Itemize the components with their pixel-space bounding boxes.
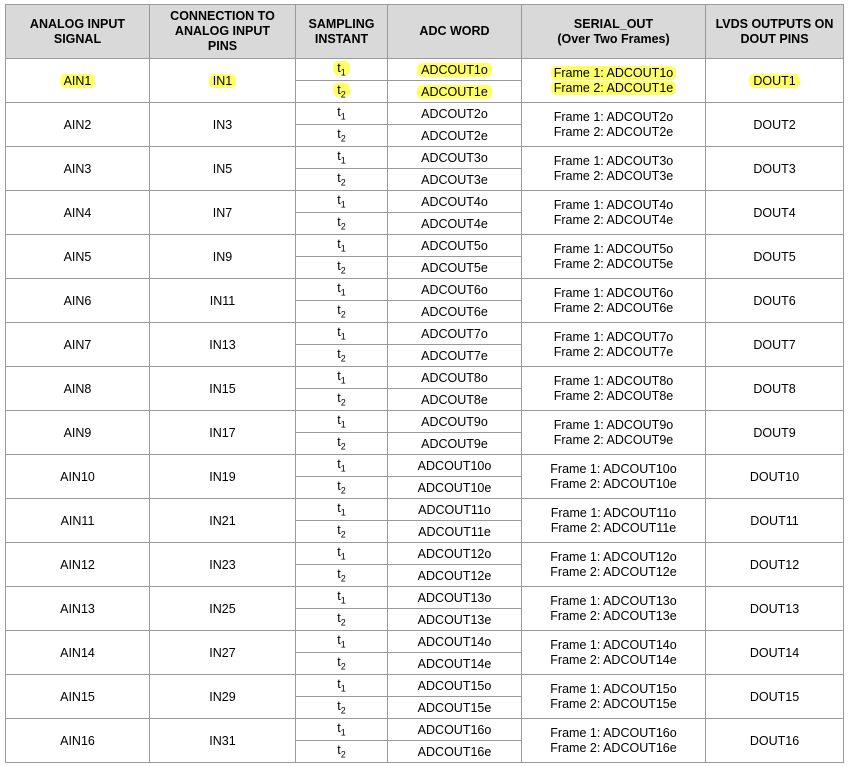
table-row <box>6 455 844 477</box>
sampling-instant-t1-cell: $t_1$ <box>296 411 388 433</box>
header-adc-word: ADC WORD <box>388 5 522 59</box>
sampling-instant-t1-cell: $t_1$ <box>296 719 388 741</box>
analog-input-signal-cell: AIN6 <box>6 279 150 323</box>
highlight-mark: IN1 <box>209 74 236 88</box>
lvds-output-cell: DOUT15 <box>706 675 844 719</box>
sampling-instant-t2-cell: $t_2$ <box>296 345 388 367</box>
table-row <box>6 103 844 125</box>
header-connection-to-pins: CONNECTION TO ANALOG INPUT PINS <box>150 5 296 59</box>
serial-out-cell: Frame 1: ADCOUT12o Frame 2: ADCOUT12e <box>522 543 706 587</box>
sampling-instant-t1-cell: $t_1$ <box>296 543 388 565</box>
table-row <box>6 367 844 389</box>
sampling-instant-t1-cell: $t_1$ <box>296 631 388 653</box>
sampling-instant-t2-cell <box>296 81 388 103</box>
adc-word-even-cell: ADCOUT2e <box>388 125 522 147</box>
sampling-instant-t1-cell: $t_1$ <box>296 455 388 477</box>
connection-pin-cell: IN7 <box>150 191 296 235</box>
sampling-instant-t1-cell: $t_1$ <box>296 103 388 125</box>
lvds-output-cell: DOUT16 <box>706 719 844 763</box>
analog-input-signal-cell <box>6 59 150 103</box>
adc-word-odd-cell: ADCOUT16o <box>388 719 522 741</box>
lvds-output-cell <box>706 59 844 103</box>
sampling-instant-t2-cell: $t_2$ <box>296 697 388 719</box>
connection-pin-cell: IN29 <box>150 675 296 719</box>
adc-word-odd-cell: ADCOUT10o <box>388 455 522 477</box>
sampling-instant-t1-cell: $t_1$ <box>296 367 388 389</box>
connection-pin-cell: IN9 <box>150 235 296 279</box>
serial-out-cell: Frame 1: ADCOUT2o Frame 2: ADCOUT2e <box>522 103 706 147</box>
analog-input-signal-cell: AIN4 <box>6 191 150 235</box>
serial-out-cell: Frame 1: ADCOUT16o Frame 2: ADCOUT16e <box>522 719 706 763</box>
highlight-mark: ADCOUT1o <box>417 63 492 77</box>
highlight-mark: $t_2$ <box>333 83 350 97</box>
sampling-instant-t1-cell: $t_1$ <box>296 235 388 257</box>
serial-out-cell: Frame 1: ADCOUT6o Frame 2: ADCOUT6e <box>522 279 706 323</box>
connection-pin-cell: IN15 <box>150 367 296 411</box>
sampling-instant-t1-cell: $t_1$ <box>296 675 388 697</box>
table-row <box>6 191 844 213</box>
table-row <box>6 719 844 741</box>
table-row <box>6 631 844 653</box>
connection-pin-cell: IN5 <box>150 147 296 191</box>
adc-word-even-cell: ADCOUT9e <box>388 433 522 455</box>
connection-pin-cell: IN31 <box>150 719 296 763</box>
serial-out-cell: Frame 1: ADCOUT3o Frame 2: ADCOUT3e <box>522 147 706 191</box>
serial-out-cell: Frame 1: ADCOUT11o Frame 2: ADCOUT11e <box>522 499 706 543</box>
sampling-instant-t2-cell: $t_2$ <box>296 521 388 543</box>
adc-word-odd-cell: ADCOUT5o <box>388 235 522 257</box>
adc-word-odd-cell: ADCOUT12o <box>388 543 522 565</box>
adc-word-even-cell: ADCOUT10e <box>388 477 522 499</box>
analog-input-signal-cell: AIN7 <box>6 323 150 367</box>
header-sampling-instant: SAMPLING INSTANT <box>296 5 388 59</box>
adc-word-odd-cell: ADCOUT4o <box>388 191 522 213</box>
serial-out-cell <box>522 59 706 103</box>
sampling-instant-t2-cell: $t_2$ <box>296 301 388 323</box>
connection-pin-cell: IN21 <box>150 499 296 543</box>
header-lvds-outputs: LVDS OUTPUTS ON DOUT PINS <box>706 5 844 59</box>
lvds-output-cell: DOUT13 <box>706 587 844 631</box>
highlight-mark: Frame 2: ADCOUT1e <box>551 81 676 95</box>
sampling-instant-t2-cell: $t_2$ <box>296 213 388 235</box>
adc-word-even-cell: ADCOUT13e <box>388 609 522 631</box>
adc-word-odd-cell: ADCOUT2o <box>388 103 522 125</box>
table-row <box>6 543 844 565</box>
adc-word-even-cell: ADCOUT8e <box>388 389 522 411</box>
sampling-instant-t2-cell: $t_2$ <box>296 257 388 279</box>
header-serial-out: SERIAL_OUT (Over Two Frames) <box>522 5 706 59</box>
sampling-instant-t1-cell <box>296 59 388 81</box>
lvds-output-cell: DOUT12 <box>706 543 844 587</box>
sampling-instant-t2-cell: $t_2$ <box>296 433 388 455</box>
adc-word-even-cell: ADCOUT7e <box>388 345 522 367</box>
sampling-instant-t1-cell: $t_1$ <box>296 191 388 213</box>
lvds-output-cell: DOUT9 <box>706 411 844 455</box>
highlight-mark: ADCOUT1e <box>417 85 492 99</box>
sampling-instant-t2-cell: $t_2$ <box>296 477 388 499</box>
table-row <box>6 587 844 609</box>
analog-input-signal-cell: AIN15 <box>6 675 150 719</box>
table-row <box>6 279 844 301</box>
connection-pin-cell: IN17 <box>150 411 296 455</box>
header-row <box>6 5 844 59</box>
adc-word-even-cell: ADCOUT15e <box>388 697 522 719</box>
serial-out-cell: Frame 1: ADCOUT15o Frame 2: ADCOUT15e <box>522 675 706 719</box>
table-row <box>6 147 844 169</box>
serial-out-cell: Frame 1: ADCOUT8o Frame 2: ADCOUT8e <box>522 367 706 411</box>
lvds-output-cell: DOUT4 <box>706 191 844 235</box>
connection-pin-cell: IN13 <box>150 323 296 367</box>
table-row <box>6 675 844 697</box>
analog-input-signal-cell: AIN3 <box>6 147 150 191</box>
analog-input-signal-cell: AIN2 <box>6 103 150 147</box>
adc-word-even-cell: ADCOUT4e <box>388 213 522 235</box>
adc-word-odd-cell: ADCOUT13o <box>388 587 522 609</box>
adc-word-even-cell <box>388 81 522 103</box>
adc-mapping-table <box>5 4 844 763</box>
adc-word-even-cell: ADCOUT5e <box>388 257 522 279</box>
sampling-instant-t1-cell: $t_1$ <box>296 147 388 169</box>
adc-word-even-cell: ADCOUT11e <box>388 521 522 543</box>
header-analog-input-signal: ANALOG INPUT SIGNAL <box>6 5 150 59</box>
connection-pin-cell: IN19 <box>150 455 296 499</box>
connection-pin-cell: IN11 <box>150 279 296 323</box>
highlight-mark: AIN1 <box>60 74 96 88</box>
serial-out-cell: Frame 1: ADCOUT14o Frame 2: ADCOUT14e <box>522 631 706 675</box>
connection-pin-cell <box>150 59 296 103</box>
serial-out-cell: Frame 1: ADCOUT9o Frame 2: ADCOUT9e <box>522 411 706 455</box>
sampling-instant-t2-cell: $t_2$ <box>296 653 388 675</box>
lvds-output-cell: DOUT8 <box>706 367 844 411</box>
analog-input-signal-cell: AIN5 <box>6 235 150 279</box>
adc-word-odd-cell: ADCOUT3o <box>388 147 522 169</box>
sampling-instant-t1-cell: $t_1$ <box>296 323 388 345</box>
highlight-mark: Frame 1: ADCOUT1o <box>551 66 676 80</box>
adc-word-odd-cell <box>388 59 522 81</box>
lvds-output-cell: DOUT5 <box>706 235 844 279</box>
lvds-output-cell: DOUT2 <box>706 103 844 147</box>
analog-input-signal-cell: AIN11 <box>6 499 150 543</box>
adc-word-even-cell: ADCOUT3e <box>388 169 522 191</box>
table-row <box>6 59 844 81</box>
lvds-output-cell: DOUT14 <box>706 631 844 675</box>
analog-input-signal-cell: AIN16 <box>6 719 150 763</box>
serial-out-cell: Frame 1: ADCOUT5o Frame 2: ADCOUT5e <box>522 235 706 279</box>
highlight-mark: DOUT1 <box>749 74 799 88</box>
analog-input-signal-cell: AIN8 <box>6 367 150 411</box>
sampling-instant-t2-cell: $t_2$ <box>296 741 388 763</box>
adc-word-odd-cell: ADCOUT14o <box>388 631 522 653</box>
analog-input-signal-cell: AIN10 <box>6 455 150 499</box>
lvds-output-cell: DOUT7 <box>706 323 844 367</box>
adc-word-odd-cell: ADCOUT8o <box>388 367 522 389</box>
sampling-instant-t1-cell: $t_1$ <box>296 279 388 301</box>
serial-out-cell: Frame 1: ADCOUT7o Frame 2: ADCOUT7e <box>522 323 706 367</box>
analog-input-signal-cell: AIN12 <box>6 543 150 587</box>
sampling-instant-t1-cell: $t_1$ <box>296 587 388 609</box>
table-row <box>6 499 844 521</box>
table-row <box>6 411 844 433</box>
sampling-instant-t2-cell: $t_2$ <box>296 169 388 191</box>
adc-word-odd-cell: ADCOUT9o <box>388 411 522 433</box>
analog-input-signal-cell: AIN9 <box>6 411 150 455</box>
sampling-instant-t2-cell: $t_2$ <box>296 609 388 631</box>
highlight-mark: $t_1$ <box>333 61 350 75</box>
adc-word-odd-cell: ADCOUT6o <box>388 279 522 301</box>
serial-out-cell: Frame 1: ADCOUT13o Frame 2: ADCOUT13e <box>522 587 706 631</box>
analog-input-signal-cell: AIN14 <box>6 631 150 675</box>
serial-out-cell: Frame 1: ADCOUT4o Frame 2: ADCOUT4e <box>522 191 706 235</box>
adc-word-odd-cell: ADCOUT15o <box>388 675 522 697</box>
table-row <box>6 235 844 257</box>
sampling-instant-t1-cell: $t_1$ <box>296 499 388 521</box>
connection-pin-cell: IN27 <box>150 631 296 675</box>
connection-pin-cell: IN3 <box>150 103 296 147</box>
adc-word-even-cell: ADCOUT14e <box>388 653 522 675</box>
lvds-output-cell: DOUT3 <box>706 147 844 191</box>
table-row <box>6 323 844 345</box>
sampling-instant-t2-cell: $t_2$ <box>296 125 388 147</box>
adc-word-odd-cell: ADCOUT7o <box>388 323 522 345</box>
adc-word-even-cell: ADCOUT16e <box>388 741 522 763</box>
lvds-output-cell: DOUT10 <box>706 455 844 499</box>
serial-out-cell: Frame 1: ADCOUT10o Frame 2: ADCOUT10e <box>522 455 706 499</box>
adc-word-even-cell: ADCOUT6e <box>388 301 522 323</box>
lvds-output-cell: DOUT6 <box>706 279 844 323</box>
sampling-instant-t2-cell: $t_2$ <box>296 565 388 587</box>
adc-word-even-cell: ADCOUT12e <box>388 565 522 587</box>
analog-input-signal-cell: AIN13 <box>6 587 150 631</box>
connection-pin-cell: IN25 <box>150 587 296 631</box>
connection-pin-cell: IN23 <box>150 543 296 587</box>
sampling-instant-t2-cell: $t_2$ <box>296 389 388 411</box>
lvds-output-cell: DOUT11 <box>706 499 844 543</box>
adc-word-odd-cell: ADCOUT11o <box>388 499 522 521</box>
